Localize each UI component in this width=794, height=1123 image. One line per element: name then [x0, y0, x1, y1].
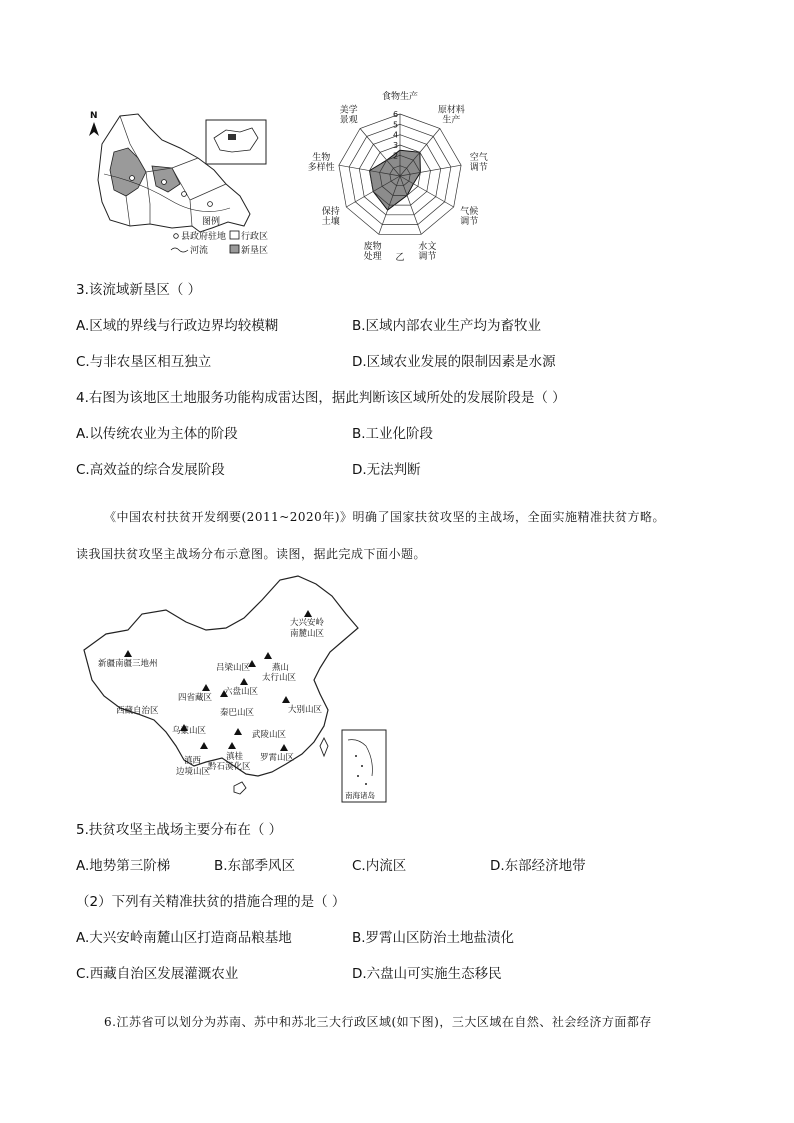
legend-reclaim-icon	[230, 245, 239, 253]
region-label: 边境山区	[176, 767, 211, 777]
regional-map	[80, 104, 280, 264]
legend-river: 河流	[190, 246, 209, 256]
radar-grid	[339, 114, 461, 234]
radar-caption: 乙	[395, 253, 405, 263]
q5-stem: 5.扶贫攻坚主战场主要分布在（ ）	[76, 822, 283, 838]
radar-tick-label: 3	[393, 141, 399, 150]
region-label: 四省藏区	[178, 693, 213, 703]
china-outline	[84, 576, 358, 776]
county-seat-marker	[130, 176, 135, 181]
region-label: 黔石漠化区	[208, 762, 251, 772]
region-label: 南麓山区	[290, 629, 325, 639]
q3-option-b[interactable]: B.区域内部农业生产均为畜牧业	[352, 318, 542, 334]
legend-county: 县政府驻地	[181, 232, 227, 242]
radar-axis-label: 空气调节	[469, 153, 488, 174]
radar-tick-label: 4	[393, 130, 399, 140]
q5-option-d[interactable]: D.东部经济地带	[490, 858, 586, 874]
legend-admin-icon	[230, 231, 239, 239]
region-label: 六盘山区	[224, 687, 259, 697]
region-label: 武陵山区	[252, 730, 287, 740]
region-label: 西藏自治区	[116, 706, 159, 716]
region-label: 滇西	[184, 756, 202, 766]
inset-label: 南海诸岛	[345, 791, 375, 800]
legend-reclaim: 新垦区	[241, 246, 269, 256]
radar-tick-label: 2	[393, 151, 399, 161]
radar-axis-label: 生物多样性	[307, 153, 335, 174]
q5-option-b[interactable]: B.东部季风区	[214, 858, 296, 874]
region-label: 大别山区	[288, 705, 323, 715]
north-label: N	[90, 111, 98, 121]
radar-axis-label: 水文调节	[418, 242, 437, 263]
legend-title: 图例	[202, 217, 221, 227]
q5-2-option-a[interactable]: A.大兴安岭南麓山区打造商品粮基地	[76, 930, 292, 946]
q5-2-option-d[interactable]: D.六盘山可实施生态移民	[352, 966, 502, 982]
region-label: 滇桂	[226, 752, 244, 762]
radar-chart	[296, 80, 486, 266]
q3-option-a[interactable]: A.区域的界线与行政边界均较模糊	[76, 318, 279, 334]
radar-tick-label: 5	[393, 120, 399, 130]
county-seat-marker	[208, 202, 213, 207]
q5-2-option-c[interactable]: C.西藏自治区发展灌溉农业	[76, 966, 239, 982]
region-label: 大兴安岭	[290, 618, 325, 628]
q4-stem: 4.右图为该地区土地服务功能构成雷达图，据此判断该区域所处的发展阶段是（ ）	[76, 390, 566, 406]
q4-option-c[interactable]: C.高效益的综合发展阶段	[76, 462, 225, 478]
q6-line-1: 6.江苏省可以划分为苏南、苏中和苏北三大行政区域(如下图)，三大区域在自然、社会经济方面都存	[104, 1015, 652, 1029]
radar-axis-label: 食物生产	[381, 92, 419, 102]
region-label: 燕山	[272, 663, 290, 673]
q4-option-d[interactable]: D.无法判断	[352, 462, 421, 478]
radar-axis-label: 气候调节	[460, 207, 479, 227]
radar-axis-label: 原材料生产	[437, 105, 465, 126]
inset-highlight	[228, 134, 236, 140]
radar-axis-label: 废物处理	[363, 242, 382, 263]
china-poverty-map	[76, 570, 392, 808]
q3-option-d[interactable]: D.区域农业发展的限制因素是水源	[352, 354, 556, 370]
intro-line-2: 读我国扶贫攻坚主战场分布示意图。读图，据此完成下面小题。	[76, 547, 427, 561]
legend-county-icon	[174, 234, 179, 239]
radar-axis-label: 美学景观	[339, 105, 358, 126]
taiwan-island	[320, 738, 328, 756]
county-seat-marker	[162, 180, 167, 185]
q4-option-b[interactable]: B.工业化阶段	[352, 426, 434, 442]
north-arrow-icon	[89, 122, 99, 136]
intro-line-1: 《中国农村扶贫开发纲要(2011~2020年)》明确了国家扶贫攻坚的主战场，全面实施精准扶贫方略。	[104, 510, 665, 524]
county-seat-marker	[182, 192, 187, 197]
q5-2-stem: （2）下列有关精准扶贫的措施合理的是（ ）	[76, 894, 346, 910]
q3-option-c[interactable]: C.与非农垦区相互独立	[76, 354, 212, 370]
q5-option-c[interactable]: C.内流区	[352, 858, 407, 874]
region-label: 太行山区	[262, 673, 297, 683]
region-label: 乌蒙山区	[172, 726, 207, 736]
radar-tick-label: 6	[393, 110, 399, 119]
q3-stem: 3.该流域新垦区（ ）	[76, 282, 202, 298]
hainan-island	[234, 782, 246, 794]
q5-option-a[interactable]: A.地势第三阶梯	[76, 858, 171, 874]
region-label: 新疆南疆三地州	[98, 659, 158, 669]
q5-2-option-b[interactable]: B.罗霄山区防治土地盐渍化	[352, 930, 515, 946]
radar-axis-label: 保持土壤	[321, 207, 340, 227]
region-label: 秦巴山区	[220, 708, 255, 718]
legend-admin: 行政区	[241, 232, 269, 242]
region-label: 吕梁山区	[216, 663, 251, 673]
legend-river-icon	[171, 248, 188, 252]
q4-option-a[interactable]: A.以传统农业为主体的阶段	[76, 426, 238, 442]
region-label: 罗霄山区	[260, 753, 295, 763]
